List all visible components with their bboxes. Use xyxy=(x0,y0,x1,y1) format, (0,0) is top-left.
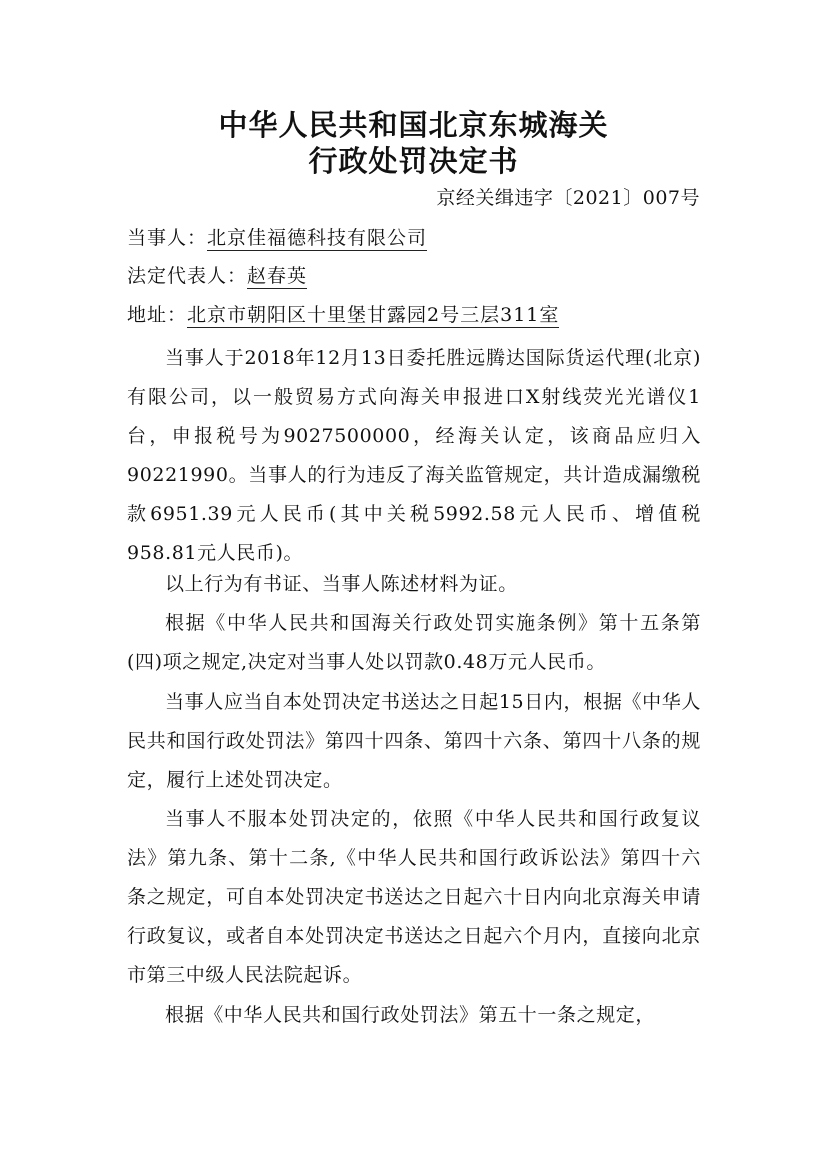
paragraph-evidence: 以上行为有书证、当事人陈述材料为证。 xyxy=(165,573,518,595)
paragraph-penalty: 根据《中华人民共和国海关行政处罚实施条例》第十五条第(四)项之规定,决定对当事人处以罚款0.48万元人民币。 xyxy=(127,612,701,673)
paragraph-deadline: 当事人应当自本处罚决定书送达之日起15日内，根据《中华人民共和国行政处罚法》第四十四条、第四十六条、第四十八条的规定，履行上述处罚决定。 xyxy=(127,691,701,791)
document-subtitle: 行政处罚决定书 xyxy=(308,144,519,178)
document-title: 中华人民共和国北京东城海关 xyxy=(218,108,609,142)
address-label: 地址： xyxy=(127,304,188,326)
party-label: 当事人： xyxy=(127,227,208,249)
legal-rep-field xyxy=(127,262,307,290)
document-number: 京经关缉违字〔2021〕007号 xyxy=(436,187,700,209)
party-field xyxy=(127,224,427,252)
address-field xyxy=(127,301,559,329)
address-value: 北京市朝阳区十里堡甘露园2号三层311室 xyxy=(187,304,560,326)
paragraph-facts: 当事人于2018年12月13日委托胜远腾达国际货运代理(北京)有限公司，以一般贸易方式向海关申报进口X射线荧光光谱仪1台，申报税号为9027500000，经海关认定，该商品应归入90221990。当事人的行为违反了海关监管规定，共计造成漏缴税款6951.39元人民币(其中关税5992.58元人民币、增值税958.81元人民币)。 xyxy=(127,347,701,564)
legal-rep-label: 法定代表人： xyxy=(127,265,248,287)
legal-rep-value: 赵春英 xyxy=(247,265,308,287)
party-value: 北京佳福德科技有限公司 xyxy=(207,227,428,249)
paragraph-continuation: 根据《中华人民共和国行政处罚法》第五十一条之规定， xyxy=(165,1004,656,1026)
paragraph-appeal: 当事人不服本处罚决定的，依照《中华人民共和国行政复议法》第九条、第十二条,《中华人民共和国行政诉讼法》第四十六条之规定，可自本处罚决定书送达之日起六十日内向北京海关申请行政复议，或者自本处罚决定书送达之日起六个月内，直接向北京市第三中级人民法院起诉。 xyxy=(127,808,701,986)
